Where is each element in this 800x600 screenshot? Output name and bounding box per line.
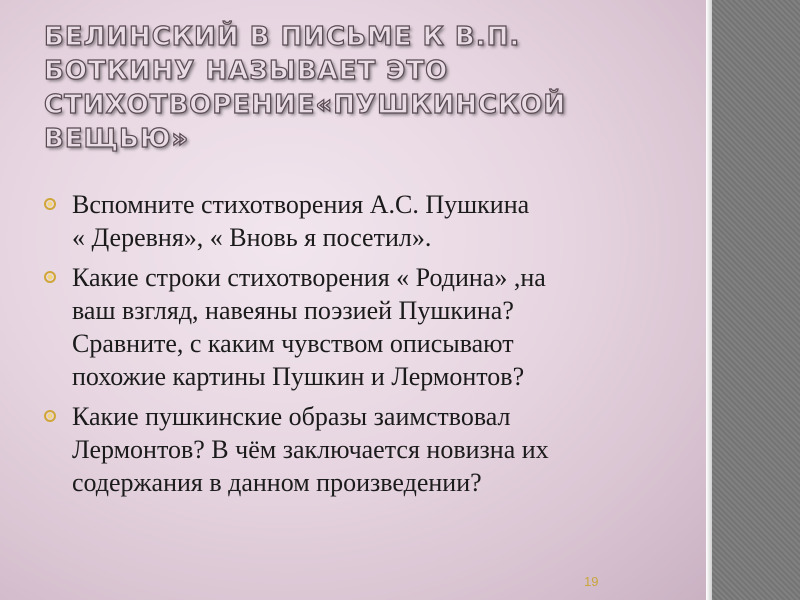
bullet-circle-icon xyxy=(44,198,56,210)
bullet-text-line: похожие картины Пушкин и Лермонтов? xyxy=(72,362,525,391)
bullet-text-line: ваш взгляд, навеяны поэзией Пушкина? xyxy=(72,296,514,325)
bullet-list xyxy=(44,188,674,506)
bullet-item xyxy=(44,188,674,254)
bullet-circle-icon xyxy=(44,410,56,422)
page-number: 19 xyxy=(584,574,599,589)
bullet-text-line: Вспомните стихотворения А.С. Пушкина xyxy=(72,190,530,219)
bullet-text-line: Лермонтов? В чём заключается новизна их xyxy=(72,435,549,464)
bullet-item xyxy=(44,400,674,499)
title-line: ВЕЩЬЮ» xyxy=(44,124,190,154)
bullet-item xyxy=(44,261,674,393)
title-line: БЕЛИНСКИЙ В ПИСЬМЕ К В.П. xyxy=(44,22,521,52)
bullet-circle-icon xyxy=(44,271,56,283)
bullet-text-line: содержания в данном произведении? xyxy=(72,468,482,497)
bullet-text-line: Какие строки стихотворения « Родина» ,на xyxy=(72,263,546,292)
bullet-text-line: « Деревня», « Вновь я посетил». xyxy=(72,223,432,252)
bullet-text-line: Сравните, с каким чувством описывают xyxy=(72,329,514,358)
side-band xyxy=(712,0,800,600)
slide-title xyxy=(44,20,644,156)
title-line: БОТКИНУ НАЗЫВАЕТ ЭТО xyxy=(44,56,449,86)
title-line: СТИХОТВОРЕНИЕ«ПУШКИНСКОЙ xyxy=(44,90,567,120)
bullet-text-line: Какие пушкинские образы заимствовал xyxy=(72,402,511,431)
